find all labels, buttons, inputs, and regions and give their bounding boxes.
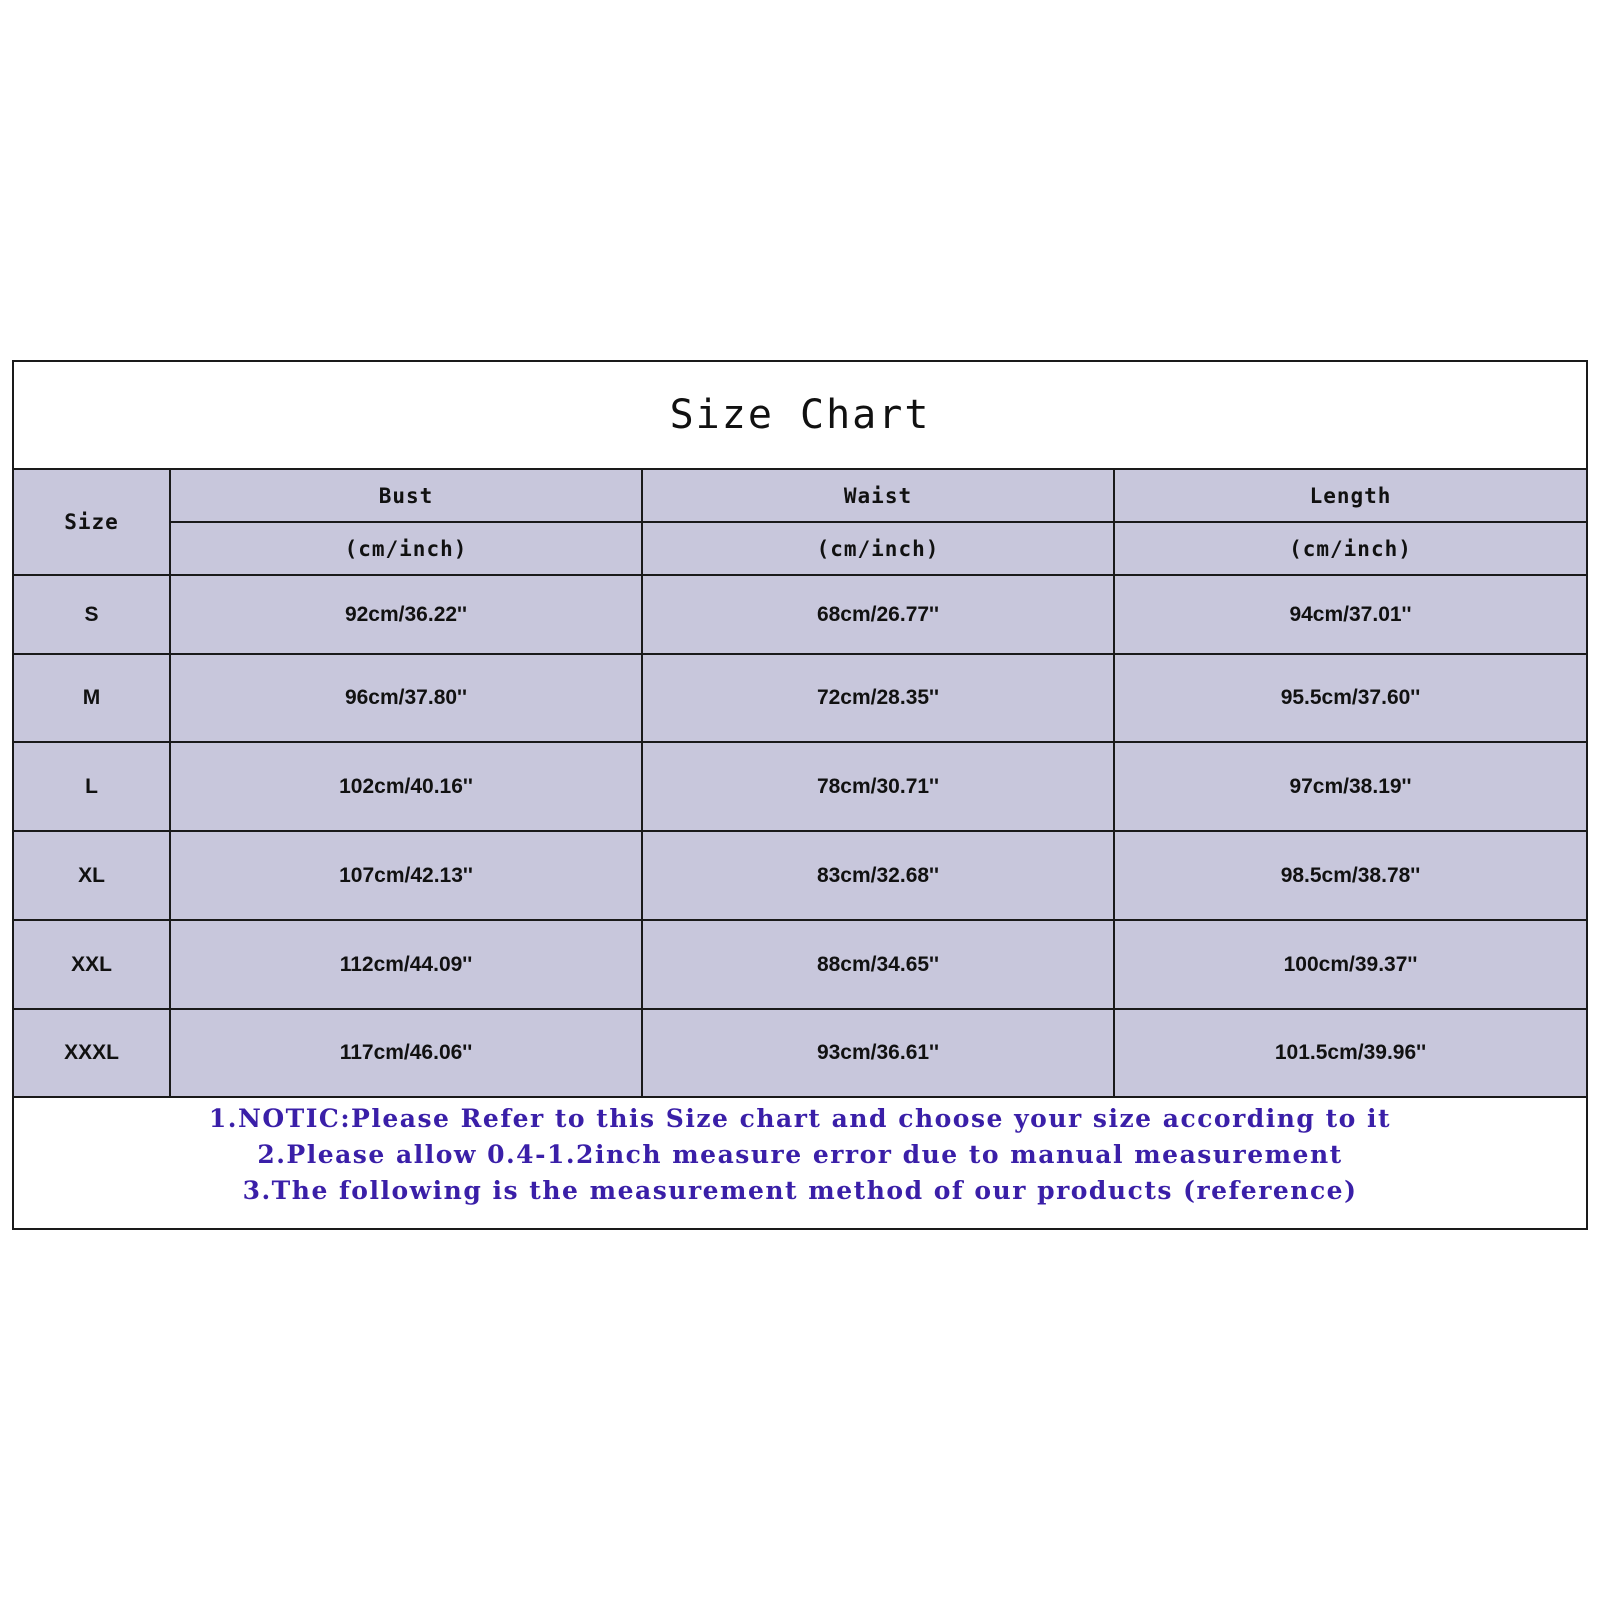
note-line: 1.NOTIC:Please Refer to this Size chart and choose your size according to it <box>208 1104 1392 1133</box>
bust-cell: 102cm/40.16'' <box>170 742 642 831</box>
waist-cell: 72cm/28.35'' <box>642 654 1114 742</box>
header-row <box>14 470 1586 522</box>
bust-unit: (cm/inch) <box>170 522 642 575</box>
bust-cell: 92cm/36.22'' <box>170 575 642 654</box>
length-cell: 101.5cm/39.96'' <box>1114 1009 1586 1097</box>
bust-cell: 112cm/44.09'' <box>170 920 642 1009</box>
waist-cell: 88cm/34.65'' <box>642 920 1114 1009</box>
note-line: 2.Please allow 0.4-1.2inch measure error due to manual measurement <box>257 1140 1343 1169</box>
length-cell: 97cm/38.19'' <box>1114 742 1586 831</box>
size-chart <box>12 360 1588 1230</box>
table-row <box>14 1009 1586 1097</box>
table-row <box>14 742 1586 831</box>
waist-cell: 93cm/36.61'' <box>642 1009 1114 1097</box>
size-cell: XL <box>14 831 170 920</box>
size-cell: XXXL <box>14 1009 170 1097</box>
length-cell: 95.5cm/37.60'' <box>1114 654 1586 742</box>
length-header: Length <box>1114 470 1586 522</box>
length-cell: 100cm/39.37'' <box>1114 920 1586 1009</box>
size-cell: XXL <box>14 920 170 1009</box>
bust-cell: 107cm/42.13'' <box>170 831 642 920</box>
size-cell: M <box>14 654 170 742</box>
length-cell: 98.5cm/38.78'' <box>1114 831 1586 920</box>
bust-cell: 117cm/46.06'' <box>170 1009 642 1097</box>
waist-cell: 78cm/30.71'' <box>642 742 1114 831</box>
size-cell: S <box>14 575 170 654</box>
length-cell: 94cm/37.01'' <box>1114 575 1586 654</box>
chart-title: Size Chart <box>14 362 1586 470</box>
note-line: 3.The following is the measurement method of our products (reference) <box>242 1176 1358 1205</box>
bust-header: Bust <box>170 470 642 522</box>
waist-cell: 83cm/32.68'' <box>642 831 1114 920</box>
table-row <box>14 920 1586 1009</box>
waist-header: Waist <box>642 470 1114 522</box>
table-row <box>14 654 1586 742</box>
size-table <box>14 470 1586 1098</box>
unit-row <box>14 522 1586 575</box>
table-row <box>14 831 1586 920</box>
table-row <box>14 575 1586 654</box>
waist-cell: 68cm/26.77'' <box>642 575 1114 654</box>
size-header: Size <box>14 470 170 575</box>
bust-cell: 96cm/37.80'' <box>170 654 642 742</box>
waist-unit: (cm/inch) <box>642 522 1114 575</box>
size-cell: L <box>14 742 170 831</box>
length-unit: (cm/inch) <box>1114 522 1586 575</box>
notes-section <box>14 1097 1586 1228</box>
